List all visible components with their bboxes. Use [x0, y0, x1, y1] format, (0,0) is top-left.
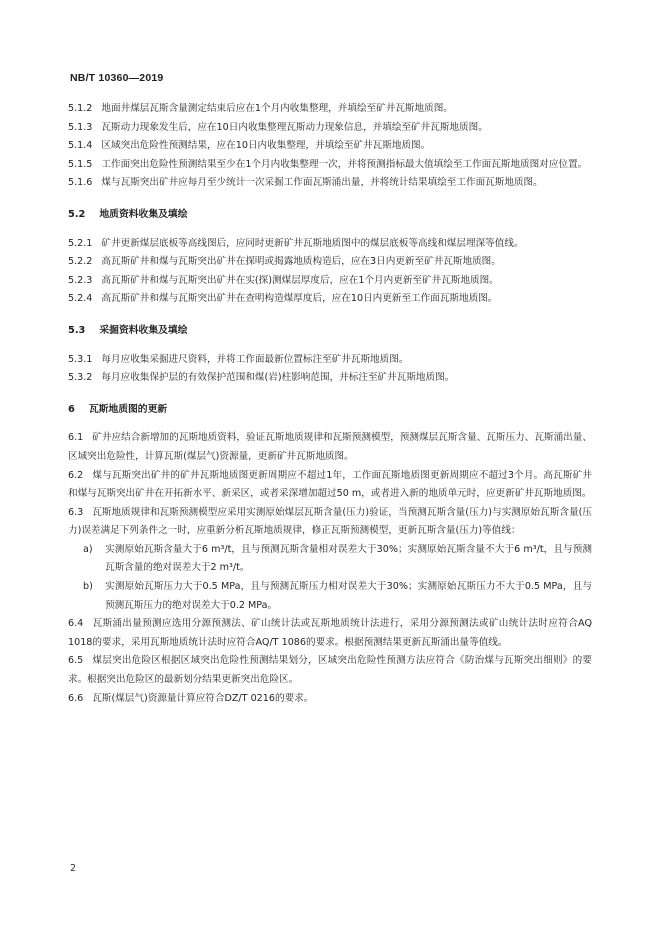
clause-5-3-1: 5.3.1 每月应收集采掘进尺资料，并将工作面最新位置标注至矿井瓦斯地质图。: [68, 353, 409, 365]
clause-6-5: 6.5 煤层突出危险区根据区域突出危险性预测结果划分，区域突出危险性预测方法应符合《防治煤与瓦斯突出细则》的要求。根据突出危险区的最新划分结果更新突出危险区。: [68, 655, 592, 686]
clause-5-3-2: 5.3.2 每月应收集保护层的有效保护范围和煤(岩)柱影响范围，并标注至矿井瓦斯地质图。: [68, 372, 455, 384]
condition-list: [68, 541, 592, 615]
page-content: [68, 100, 592, 708]
clause-5-2-4: 5.2.4 高瓦斯矿井和煤与瓦斯突出矿井在查明构造煤厚度后，应在10日内更新至工作面瓦斯地质图。: [68, 293, 498, 305]
clause-6-4: 6.4 瓦斯涌出量预测应选用分源预测法、矿山统计法或瓦斯地质统计法进行，采用分源预测法或矿山统计法时应符合AQ 1018的要求，采用瓦斯地质统计法时应符合AQ/T 1086的要求。根据预测结果更新瓦斯涌出量等值线。: [68, 618, 592, 648]
clause-5-1-2: 5.1.2 地面井煤层瓦斯含量测定结束后应在1个月内收集整理，并填绘至矿井瓦斯地质图。: [68, 103, 453, 114]
clause-5-1-4: 5.1.4 区域突出危险性预测结果，应在10日内收集整理，并填绘至矿井瓦斯地质图。: [68, 140, 431, 152]
clause-5-2-2: 5.2.2 高瓦斯矿井和煤与瓦斯突出矿井在探明或揭露地质构造后，应在3日内更新至矿井瓦斯地质图。: [68, 256, 501, 268]
section-heading-6: 6 瓦斯地质图的更新: [68, 403, 168, 415]
clause-5-1-6: 5.1.6 煤与瓦斯突出矿井应每月至少统计一次采掘工作面瓦斯涌出量，并将统计结果填绘至工作面瓦斯地质图。: [68, 177, 543, 189]
clause-6-1: 6.1 矿井应结合新增加的瓦斯地质资料，验证瓦斯地质规律和瓦斯预测模型，预测煤层瓦斯含量、瓦斯压力、瓦斯涌出量、区域突出危险性，计算瓦斯(煤层气)资源量，更新矿井瓦斯地质图。: [68, 432, 592, 462]
section-heading-5-2: 5.2 地质资料收集及填绘: [68, 208, 188, 220]
section-heading-5-3: 5.3 采掘资料收集及填绘: [68, 324, 188, 336]
clause-5-1-3: 5.1.3 瓦斯动力现象发生后，应在10日内收集整理瓦斯动力现象信息，并填绘至矿井瓦斯地质图。: [68, 121, 488, 133]
list-item-a: a) 实测原始瓦斯含量大于6 m³/t，且与预测瓦斯含量相对误差大于30%；实测原始瓦斯含量不大于6 m³/t，且与预测瓦斯含量的绝对误差大于2 m³/t。: [83, 543, 592, 574]
list-item-b: b) 实测原始瓦斯压力大于0.5 MPa，且与预测瓦斯压力相对误差大于30%；实测原始瓦斯压力不大于0.5 MPa，且与预测瓦斯压力的绝对误差大于0.2 MPa。: [83, 581, 592, 611]
clause-5-2-3: 5.2.3 高瓦斯矿井和煤与瓦斯突出矿井在实(探)测煤层厚度后，应在1个月内更新至矿井瓦斯地质图。: [68, 274, 499, 286]
clause-5-2-1: 5.2.1 矿井更新煤层底板等高线图后，应同时更新矿井瓦斯地质图中的煤层底板等高线和煤层埋深等值线。: [68, 237, 524, 249]
clause-6-3: 6.3 瓦斯地质规律和瓦斯预测模型应采用实测原始煤层瓦斯含量(压力)验证，当预测瓦斯含量(压力)与实测原始瓦斯含量(压力)误差满足下列条件之一时，应重新分析瓦斯地质规律，修正瓦斯预测模型，更新瓦斯含量(压力)等值线：: [68, 506, 592, 537]
clause-6-2: 6.2 煤与瓦斯突出矿井的矿井瓦斯地质图更新周期应不超过1年，工作面瓦斯地质图更新周期应不超过3个月。高瓦斯矿井和煤与瓦斯突出矿井在开拓新水平、新采区，或者采深增加超过50 m，或者进入新的地质单元时，应更新矿井瓦斯地质图。: [68, 469, 592, 500]
standard-code: NB/T 10360—2019: [70, 72, 164, 84]
page-number: 2: [70, 863, 77, 874]
clause-5-1-5: 5.1.5 工作面突出危险性预测结果至少在1个月内收集整理一次，并将预测指标最大值填绘至工作面瓦斯地质图对应位置。: [68, 158, 588, 170]
clause-6-6: 6.6 瓦斯(煤层气)资源量计算应符合DZ/T 0216的要求。: [68, 692, 314, 704]
